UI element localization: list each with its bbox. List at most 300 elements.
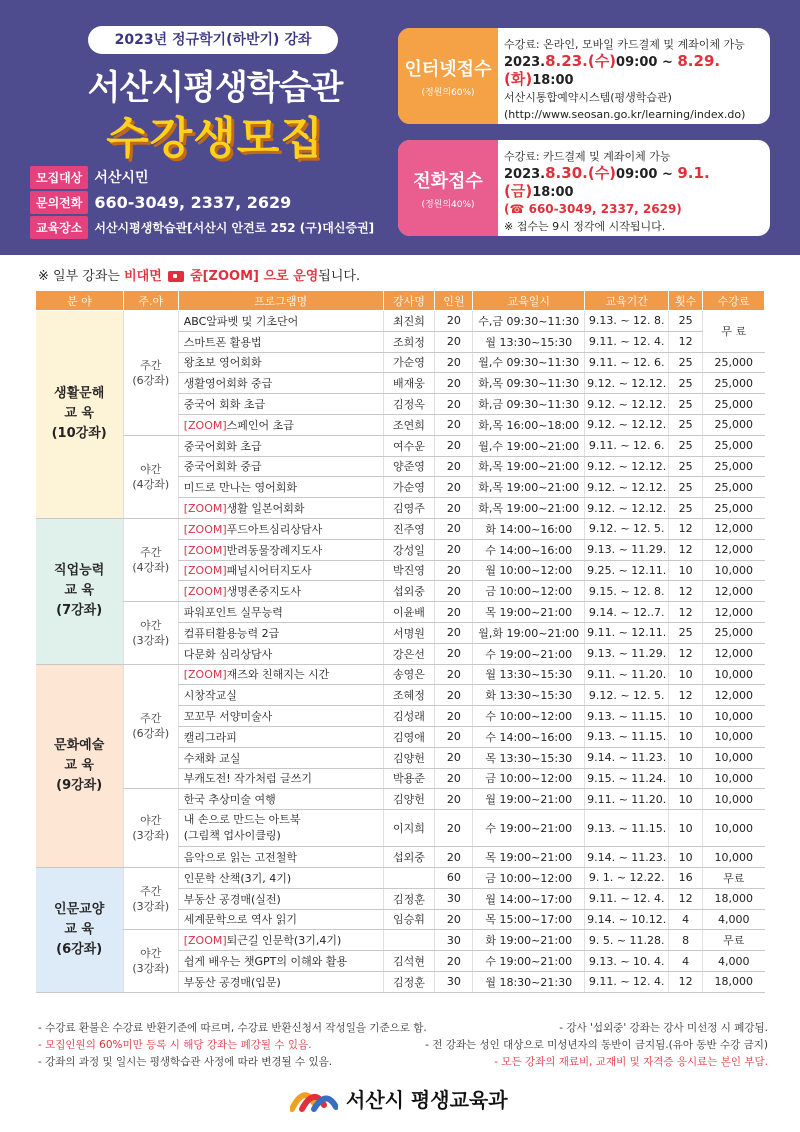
count-cell: 25 bbox=[669, 373, 703, 394]
count-cell: 10 bbox=[669, 768, 703, 789]
fee-cell: 25,000 bbox=[703, 435, 765, 456]
fee-cell: 12,000 bbox=[703, 539, 765, 560]
count-cell: 25 bbox=[669, 456, 703, 477]
program-cell bbox=[178, 373, 383, 394]
schedule-cell: 금 10:00~12:00 bbox=[473, 867, 585, 888]
internet-registration-details bbox=[504, 36, 764, 123]
internet-start: 8.23.(수) bbox=[545, 52, 617, 70]
daynight-label-line: 야간 bbox=[140, 947, 162, 960]
program-name: 내 손으로 만드는 아트북 (그림책 업사이클링) bbox=[183, 813, 301, 843]
program-name: 생활영어회화 중급 bbox=[183, 377, 273, 391]
period-cell: 9.15. ~ 12. 8. bbox=[585, 581, 669, 602]
phone-row bbox=[30, 190, 291, 214]
program-name: 부캐도전! 작가처럼 글쓰기 bbox=[183, 772, 313, 786]
count-cell: 10 bbox=[669, 726, 703, 747]
fee-cell: 25,000 bbox=[703, 456, 765, 477]
instructor-cell: 이지희 bbox=[383, 810, 435, 847]
program-name: 시창작교실 bbox=[183, 689, 237, 703]
zoom-tag: [ZOOM] bbox=[183, 502, 227, 516]
schedule-cell: 월 13:30~15:30 bbox=[473, 664, 585, 685]
footer-notes bbox=[38, 1020, 768, 1071]
daynight-cell bbox=[123, 867, 178, 929]
count-cell: 25 bbox=[669, 414, 703, 435]
program-name: 파워포인트 실무능력 bbox=[183, 606, 283, 620]
phone-start-notice: ※ 접수는 9시 정각에 시작됩니다. bbox=[504, 220, 666, 233]
note-instructor: - 강사 '섭외중' 강좌는 강사 미선정 시 폐강됨. bbox=[559, 1022, 768, 1034]
fee-cell: 25,000 bbox=[703, 352, 765, 373]
program-cell bbox=[178, 643, 383, 664]
schedule-cell: 목 19:00~21:00 bbox=[473, 602, 585, 623]
count-cell: 25 bbox=[669, 435, 703, 456]
fee-cell: 4,000 bbox=[703, 909, 765, 930]
instructor-cell: 배재웅 bbox=[383, 373, 435, 394]
period-cell: 9.13. ~ 11.15. bbox=[585, 706, 669, 727]
schedule-cell: 목 19:00~21:00 bbox=[473, 847, 585, 868]
daynight-label-line: (3강좌) bbox=[132, 633, 170, 647]
count-cell: 25 bbox=[669, 394, 703, 415]
period-cell: 9.12. ~ 12.12. bbox=[585, 373, 669, 394]
count-cell: 12 bbox=[669, 331, 703, 352]
table-row bbox=[36, 867, 765, 888]
capacity-cell: 20 bbox=[435, 664, 473, 685]
col-count: 횟수 bbox=[669, 291, 703, 311]
count-cell: 25 bbox=[669, 498, 703, 519]
capacity-cell: 20 bbox=[435, 331, 473, 352]
instructor-cell: 김양헌 bbox=[383, 789, 435, 810]
program-cell bbox=[178, 518, 383, 539]
daynight-label-line: 주간 bbox=[140, 546, 162, 560]
schedule-cell: 수,금 09:30~11:30 bbox=[473, 311, 585, 332]
instructor-cell bbox=[383, 867, 435, 888]
period-cell: 9.11. ~ 11.20. bbox=[585, 664, 669, 685]
schedule-cell: 수 14:00~16:00 bbox=[473, 726, 585, 747]
phone-year: 2023. bbox=[504, 167, 546, 182]
period-cell: 9.11. ~ 12. 4. bbox=[585, 331, 669, 352]
col-fee: 수강료 bbox=[703, 291, 765, 311]
program-cell bbox=[178, 498, 383, 519]
instructor-cell: 조혜정 bbox=[383, 685, 435, 706]
daynight-label-line: 야간 bbox=[140, 618, 162, 632]
col-category: 분 야 bbox=[36, 291, 124, 311]
capacity-cell: 20 bbox=[435, 394, 473, 415]
program-cell bbox=[178, 951, 383, 972]
capacity-cell: 20 bbox=[435, 477, 473, 498]
program-name: 부동산 공경매(실전) bbox=[183, 892, 281, 906]
category-name-line: (9강좌) bbox=[56, 777, 103, 793]
col-program: 프로그램명 bbox=[178, 291, 383, 311]
program-cell bbox=[178, 456, 383, 477]
period-cell: 9.14. ~ 10.12. bbox=[585, 909, 669, 930]
capacity-cell: 20 bbox=[435, 435, 473, 456]
program-name: 부동산 공경매(입문) bbox=[183, 975, 281, 989]
fee-cell: 10,000 bbox=[703, 789, 765, 810]
fee-cell: 25,000 bbox=[703, 373, 765, 394]
category-name-line: 교 육 bbox=[64, 921, 94, 937]
instructor-cell: 섭외중 bbox=[383, 581, 435, 602]
program-name: 스마트폰 활용법 bbox=[183, 335, 262, 349]
program-name: 생명존중지도사 bbox=[226, 585, 302, 599]
capacity-cell: 30 bbox=[435, 888, 473, 909]
zoom-tag: [ZOOM] bbox=[183, 543, 227, 557]
count-cell: 16 bbox=[669, 867, 703, 888]
period-cell: 9.12. ~ 12. 5. bbox=[585, 518, 669, 539]
daynight-label-line: 주간 bbox=[140, 358, 162, 372]
program-name: 푸드아트심리상담사 bbox=[226, 522, 323, 536]
period-cell: 9.25. ~ 12.11. bbox=[585, 560, 669, 581]
capacity-cell: 20 bbox=[435, 747, 473, 768]
table-row bbox=[36, 789, 765, 810]
capacity-cell: 20 bbox=[435, 789, 473, 810]
capacity-cell: 20 bbox=[435, 909, 473, 930]
program-cell bbox=[178, 726, 383, 747]
daynight-label-line: (3강좌) bbox=[132, 899, 170, 913]
phone-registration-box bbox=[398, 140, 770, 236]
schedule-cell: 수 14:00~16:00 bbox=[473, 539, 585, 560]
fee-cell: 무 료 bbox=[703, 311, 765, 353]
schedule-cell: 월 19:00~21:00 bbox=[473, 789, 585, 810]
internet-end: 8.29.(화) bbox=[504, 52, 721, 88]
schedule-cell: 화 19:00~21:00 bbox=[473, 930, 585, 951]
program-name: 쉽게 배우는 챗GPT의 이해와 활용 bbox=[183, 955, 348, 968]
table-row bbox=[36, 518, 765, 539]
fee-cell: 25,000 bbox=[703, 477, 765, 498]
count-cell: 12 bbox=[669, 539, 703, 560]
course-table bbox=[35, 290, 765, 993]
program-name: 컴퓨터활용능력 2급 bbox=[183, 626, 280, 640]
daynight-label-line: 주간 bbox=[140, 884, 162, 898]
phone-registration-details bbox=[504, 148, 764, 235]
fee-cell: 12,000 bbox=[703, 643, 765, 664]
schedule-cell: 수 10:00~12:00 bbox=[473, 706, 585, 727]
capacity-cell: 20 bbox=[435, 622, 473, 643]
note-costs: - 모든 강좌의 재료비, 교재비 및 자격증 응시료는 본인 부담. bbox=[494, 1056, 768, 1068]
daynight-cell bbox=[123, 789, 178, 868]
table-header-row bbox=[36, 291, 765, 311]
period-cell: 9.11. ~ 12. 6. bbox=[585, 352, 669, 373]
count-cell: 10 bbox=[669, 706, 703, 727]
daynight-cell bbox=[123, 435, 178, 518]
period-cell: 9.12. ~ 12.12. bbox=[585, 414, 669, 435]
note-adults: - 전 강좌는 성인 대상으로 미성년자의 동반이 금지됨.(유아 동반 수강 금지) bbox=[425, 1039, 768, 1051]
capacity-cell: 20 bbox=[435, 414, 473, 435]
program-cell bbox=[178, 909, 383, 930]
schedule-cell: 수 19:00~21:00 bbox=[473, 810, 585, 847]
program-name: ABC알파벳 및 기초단어 bbox=[183, 314, 299, 328]
schedule-cell: 월,수 19:00~21:00 bbox=[473, 435, 585, 456]
program-cell bbox=[178, 930, 383, 951]
phone-dates bbox=[504, 165, 764, 201]
fee-cell: 12,000 bbox=[703, 602, 765, 623]
count-cell: 25 bbox=[669, 352, 703, 373]
category-name-line: 생활문해 bbox=[54, 386, 105, 402]
phone-label: 문의전화 bbox=[30, 191, 88, 214]
place-row bbox=[30, 215, 374, 239]
count-cell: 10 bbox=[669, 847, 703, 868]
program-cell bbox=[178, 331, 383, 352]
capacity-cell: 30 bbox=[435, 930, 473, 951]
period-cell: 9.11. ~ 12.11. bbox=[585, 622, 669, 643]
col-capacity: 인원 bbox=[435, 291, 473, 311]
count-cell: 12 bbox=[669, 643, 703, 664]
daynight-cell bbox=[123, 602, 178, 664]
period-cell: 9.12. ~ 12.12. bbox=[585, 498, 669, 519]
fee-cell: 12,000 bbox=[703, 685, 765, 706]
note-change: - 강좌의 과정 및 일시는 평생학습관 사정에 따라 변경될 수 있음. bbox=[38, 1056, 333, 1068]
schedule-cell: 화,목 09:30~11:30 bbox=[473, 373, 585, 394]
instructor-cell: 강은선 bbox=[383, 643, 435, 664]
program-cell bbox=[178, 581, 383, 602]
col-period: 교육기간 bbox=[585, 291, 669, 311]
internet-start-time: 09:00 ~ bbox=[616, 55, 678, 70]
daynight-label-line: 야간 bbox=[140, 462, 162, 476]
count-cell: 4 bbox=[669, 951, 703, 972]
internet-fee-info: 수강료: 온라인, 모바일 카드결제 및 계좌이체 가능 bbox=[504, 38, 745, 51]
program-name: 다문화 심리상담사 bbox=[183, 647, 273, 661]
count-cell: 4 bbox=[669, 909, 703, 930]
count-cell: 25 bbox=[669, 477, 703, 498]
program-cell bbox=[178, 847, 383, 868]
instructor-cell: 박진영 bbox=[383, 560, 435, 581]
count-cell: 10 bbox=[669, 789, 703, 810]
daynight-cell bbox=[123, 518, 178, 601]
program-cell bbox=[178, 768, 383, 789]
count-cell: 12 bbox=[669, 518, 703, 539]
capacity-cell: 20 bbox=[435, 560, 473, 581]
period-cell: 9. 1. ~ 12.22. bbox=[585, 867, 669, 888]
fee-cell: 12,000 bbox=[703, 518, 765, 539]
program-name: 패널시어터지도사 bbox=[226, 564, 312, 578]
program-name: 재즈와 친해지는 시간 bbox=[226, 668, 330, 682]
period-cell: 9.12. ~ 12. 5. bbox=[585, 685, 669, 706]
program-cell bbox=[178, 664, 383, 685]
category-name-line: 교 육 bbox=[64, 757, 94, 773]
internet-end-time: 18:00 bbox=[532, 73, 574, 88]
program-name: 캘리그라피 bbox=[183, 730, 237, 744]
internet-quota: (정원의60%) bbox=[421, 87, 475, 98]
zoom-tag: [ZOOM] bbox=[183, 522, 227, 536]
internet-registration-label bbox=[398, 28, 498, 124]
program-cell bbox=[178, 560, 383, 581]
period-cell: 9.13. ~ 11.15. bbox=[585, 726, 669, 747]
program-cell bbox=[178, 602, 383, 623]
program-cell bbox=[178, 394, 383, 415]
daynight-label-line: (6강좌) bbox=[132, 373, 170, 387]
count-cell: 12 bbox=[669, 685, 703, 706]
instructor-cell: 임승휘 bbox=[383, 909, 435, 930]
fee-cell: 10,000 bbox=[703, 664, 765, 685]
instructor-cell: 조희정 bbox=[383, 331, 435, 352]
period-cell: 9.12. ~ 12.12. bbox=[585, 456, 669, 477]
capacity-cell: 20 bbox=[435, 706, 473, 727]
period-cell: 9.13. ~ 10. 4. bbox=[585, 951, 669, 972]
instructor-cell: 김성래 bbox=[383, 706, 435, 727]
period-cell: 9.14. ~ 11.23. bbox=[585, 747, 669, 768]
capacity-cell: 20 bbox=[435, 456, 473, 477]
internet-label-text: 인터넷접수 bbox=[404, 58, 492, 80]
period-cell: 9.12. ~ 12.12. bbox=[585, 394, 669, 415]
capacity-cell: 20 bbox=[435, 810, 473, 847]
category-name-line: (7강좌) bbox=[56, 603, 103, 619]
program-name: 왕초보 영어회화 bbox=[183, 356, 262, 370]
period-cell: 9.14. ~ 11.23. bbox=[585, 847, 669, 868]
daynight-label-line: (3강좌) bbox=[132, 962, 170, 975]
category-cell bbox=[36, 664, 124, 867]
category-name-line: 인문교양 bbox=[54, 901, 105, 917]
fee-cell: 무료 bbox=[703, 867, 765, 888]
capacity-cell: 30 bbox=[435, 971, 473, 992]
program-cell bbox=[178, 539, 383, 560]
period-cell: 9.13. ~ 12. 8. bbox=[585, 311, 669, 332]
target-value: 서산시민 bbox=[94, 170, 149, 186]
capacity-cell: 20 bbox=[435, 498, 473, 519]
fee-cell: 10,000 bbox=[703, 560, 765, 581]
internet-system-name: 서산시통합예약시스템(평생학습관) bbox=[504, 91, 672, 104]
schedule-cell: 월,화 19:00~21:00 bbox=[473, 622, 585, 643]
instructor-cell: 송영은 bbox=[383, 664, 435, 685]
instructor-cell bbox=[383, 930, 435, 951]
count-cell: 10 bbox=[669, 747, 703, 768]
schedule-cell: 월 13:30~15:30 bbox=[473, 331, 585, 352]
instructor-cell: 이윤배 bbox=[383, 602, 435, 623]
table-row bbox=[36, 602, 765, 623]
period-cell: 9.15. ~ 11.24. bbox=[585, 768, 669, 789]
instructor-cell: 김정훈 bbox=[383, 971, 435, 992]
fee-cell: 무료 bbox=[703, 930, 765, 951]
schedule-cell: 목 13:30~15:30 bbox=[473, 747, 585, 768]
instructor-cell: 섭외중 bbox=[383, 847, 435, 868]
program-cell bbox=[178, 789, 383, 810]
fee-cell: 10,000 bbox=[703, 810, 765, 847]
period-cell: 9.12. ~ 12.12. bbox=[585, 477, 669, 498]
phone-value: 660-3049, 2337, 2629 bbox=[94, 192, 292, 212]
col-instructor: 강사명 bbox=[383, 291, 435, 311]
capacity-cell: 20 bbox=[435, 352, 473, 373]
phone-fee-info: 수강료: 카드결제 및 계좌이체 가능 bbox=[504, 150, 671, 163]
fee-cell: 25,000 bbox=[703, 414, 765, 435]
instructor-cell: 최진희 bbox=[383, 311, 435, 332]
phone-start-time: 09:00 ~ bbox=[616, 167, 678, 182]
fee-cell: 4,000 bbox=[703, 951, 765, 972]
instructor-cell: 박용준 bbox=[383, 768, 435, 789]
instructor-cell: 가순영 bbox=[383, 352, 435, 373]
instructor-cell: 김영애 bbox=[383, 726, 435, 747]
internet-url[interactable]: (http://www.seosan.go.kr/learning/index.do) bbox=[504, 108, 746, 121]
program-name: 퇴근길 인문학(3기,4기) bbox=[226, 934, 342, 948]
period-cell: 9.13. ~ 11.29. bbox=[585, 643, 669, 664]
schedule-cell: 화,목 19:00~21:00 bbox=[473, 498, 585, 519]
instructor-cell: 서명원 bbox=[383, 622, 435, 643]
schedule-cell: 화,목 19:00~21:00 bbox=[473, 456, 585, 477]
fee-cell: 25,000 bbox=[703, 394, 765, 415]
phone-quota: (정원의40%) bbox=[421, 199, 475, 210]
instructor-cell: 여수운 bbox=[383, 435, 435, 456]
schedule-cell: 화,목 19:00~21:00 bbox=[473, 477, 585, 498]
footer-logo bbox=[290, 1083, 508, 1113]
capacity-cell: 20 bbox=[435, 643, 473, 664]
instructor-cell: 김석현 bbox=[383, 951, 435, 972]
zoom-tag: [ZOOM] bbox=[183, 668, 227, 682]
capacity-cell: 20 bbox=[435, 847, 473, 868]
capacity-cell: 20 bbox=[435, 518, 473, 539]
program-name: 음악으로 읽는 고전철학 bbox=[183, 851, 297, 865]
schedule-cell: 목 15:00~17:00 bbox=[473, 909, 585, 930]
program-cell bbox=[178, 352, 383, 373]
capacity-cell: 20 bbox=[435, 581, 473, 602]
phone-start: 8.30.(수) bbox=[545, 164, 617, 182]
program-cell bbox=[178, 888, 383, 909]
table-row bbox=[36, 664, 765, 685]
program-name: 중국어회화 초급 bbox=[183, 439, 262, 453]
program-name: 수채화 교실 bbox=[183, 751, 241, 765]
program-name: 스페인어 초급 bbox=[226, 418, 294, 432]
period-cell: 9. 5. ~ 11.28. bbox=[585, 930, 669, 951]
fee-cell: 18,000 bbox=[703, 971, 765, 992]
internet-year: 2023. bbox=[504, 55, 546, 70]
category-name-line: (6강좌) bbox=[56, 941, 103, 957]
table-row bbox=[36, 435, 765, 456]
schedule-cell: 금 10:00~12:00 bbox=[473, 768, 585, 789]
capacity-cell: 20 bbox=[435, 951, 473, 972]
program-name: 중국어 회화 초급 bbox=[183, 398, 266, 412]
count-cell: 10 bbox=[669, 664, 703, 685]
fee-cell: 10,000 bbox=[703, 726, 765, 747]
category-name-line: 직업능력 bbox=[54, 563, 105, 579]
daynight-label-line: 주간 bbox=[140, 712, 162, 726]
program-cell bbox=[178, 414, 383, 435]
internet-registration-box bbox=[398, 28, 770, 124]
schedule-cell: 월 10:00~12:00 bbox=[473, 560, 585, 581]
zoom-notice bbox=[38, 265, 360, 284]
fee-cell: 10,000 bbox=[703, 747, 765, 768]
period-cell: 9.14. ~ 12..7. bbox=[585, 602, 669, 623]
program-name: 꼬꼬무 서양미술사 bbox=[183, 710, 273, 724]
schedule-cell: 화,목 16:00~18:00 bbox=[473, 414, 585, 435]
fee-cell: 10,000 bbox=[703, 768, 765, 789]
zoom-tag: [ZOOM] bbox=[183, 585, 227, 599]
program-name: 반려동물장례지도사 bbox=[226, 543, 323, 557]
seosan-logo-icon bbox=[290, 1083, 338, 1113]
instructor-cell: 강성일 bbox=[383, 539, 435, 560]
program-cell bbox=[178, 685, 383, 706]
instructor-cell: 김영주 bbox=[383, 498, 435, 519]
fee-cell: 10,000 bbox=[703, 847, 765, 868]
schedule-cell: 수 19:00~21:00 bbox=[473, 951, 585, 972]
fee-cell: 10,000 bbox=[703, 706, 765, 727]
video-camera-icon bbox=[168, 271, 184, 282]
count-cell: 25 bbox=[669, 311, 703, 332]
schedule-cell: 수 19:00~21:00 bbox=[473, 643, 585, 664]
daynight-cell bbox=[123, 930, 178, 992]
category-cell bbox=[36, 867, 124, 992]
daynight-label-line: 야간 bbox=[140, 814, 162, 828]
schedule-cell: 화 13:30~15:30 bbox=[473, 685, 585, 706]
program-name: 중국어회화 중급 bbox=[183, 460, 262, 474]
schedule-cell: 월 18:30~21:30 bbox=[473, 971, 585, 992]
notice-suffix: 됩니다. bbox=[318, 269, 361, 284]
phone-label-text: 전화접수 bbox=[413, 170, 483, 192]
place-label: 교육장소 bbox=[30, 216, 88, 239]
zoom-tag: [ZOOM] bbox=[183, 418, 227, 432]
capacity-cell: 20 bbox=[435, 539, 473, 560]
program-cell bbox=[178, 971, 383, 992]
schedule-cell: 금 10:00~12:00 bbox=[473, 581, 585, 602]
season-label: 2023년 정규학기(하반기) 강좌 bbox=[88, 26, 338, 54]
instructor-cell: 양준영 bbox=[383, 456, 435, 477]
daynight-cell bbox=[123, 311, 178, 436]
schedule-cell: 월 14:00~17:00 bbox=[473, 888, 585, 909]
daynight-label-line: (4강좌) bbox=[132, 561, 170, 575]
notice-online: 비대면 bbox=[124, 269, 162, 284]
